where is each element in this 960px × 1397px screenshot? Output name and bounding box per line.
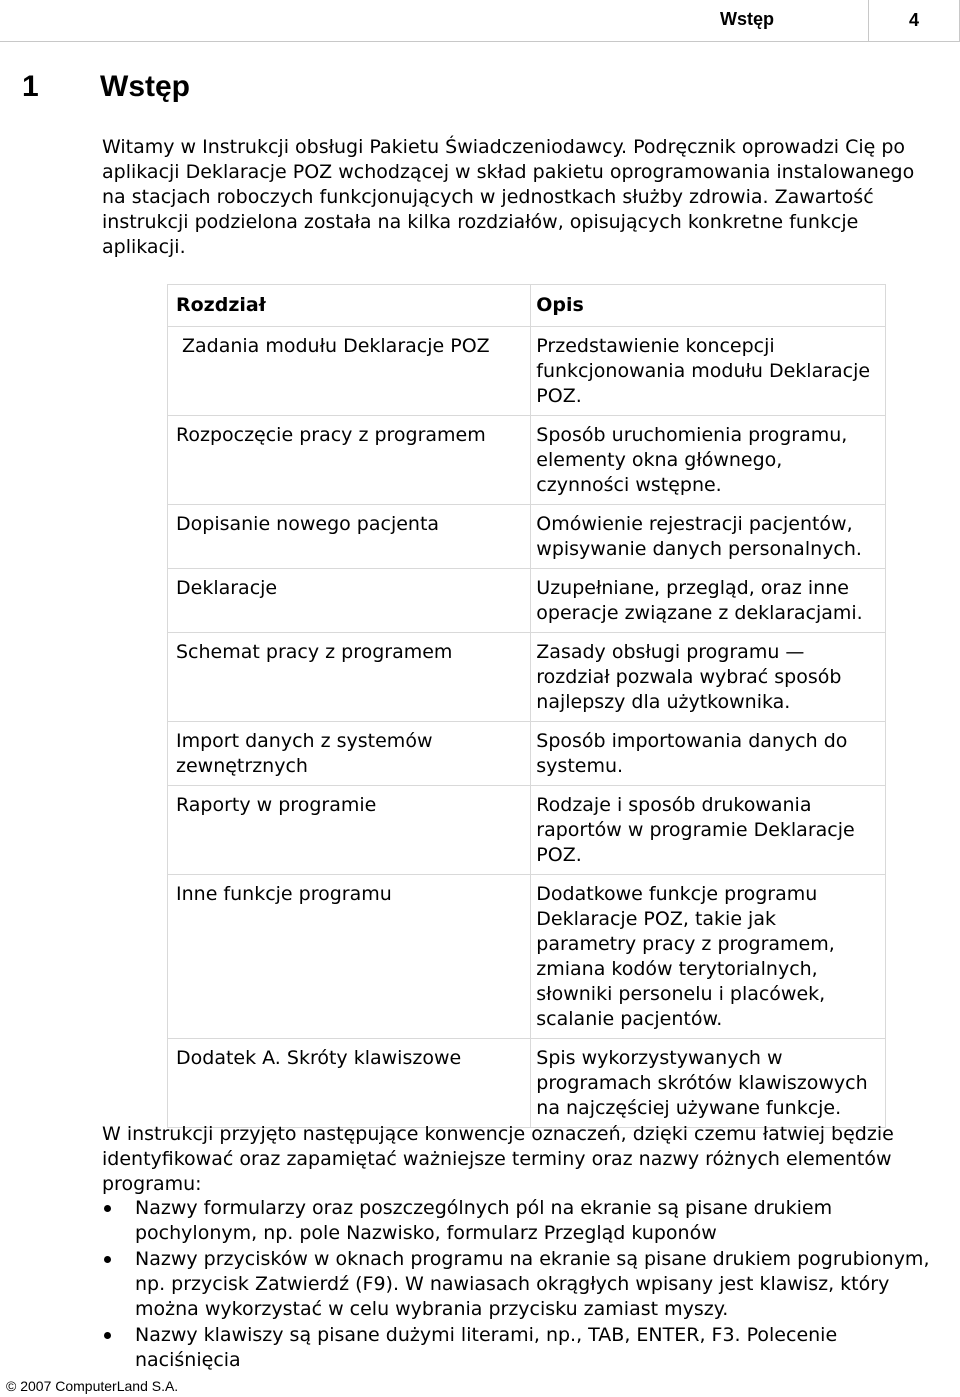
chapter-cell: Schemat pracy z programem xyxy=(168,633,531,722)
description-cell: Dodatkowe funkcje programu Deklaracje POZ, takie jak parametry pracy z programem, zmiana kodów terytorialnych, słowniki personelu i placówek, scalanie pacjentów. xyxy=(531,875,886,1039)
description-cell: Rodzaje i sposób drukowania raportów w programie Deklaracje POZ. xyxy=(531,786,886,875)
table-row xyxy=(168,875,886,1039)
chapters-table xyxy=(167,284,886,1128)
chapter-cell: Zadania modułu Deklaracje POZ xyxy=(168,327,531,416)
description-cell: Przedstawienie koncepcji funkcjonowania modułu Deklaracje POZ. xyxy=(531,327,886,416)
page-header xyxy=(0,0,870,42)
table-row xyxy=(168,1039,886,1128)
list-item xyxy=(102,1196,942,1246)
convention-text: Nazwy klawiszy są pisane dużymi literami, np., TAB, ENTER, F3. Polecenie naciśnięcia xyxy=(135,1324,838,1371)
convention-text: Nazwy przycisków w oknach programu na ekranie są pisane drukiem pogrubionym, np. przycisk Zatwierdź (F9). W nawiasach okrągłych wpisany jest klawisz, który można wykorzystać w celu wybrania przycisku zamiast myszy. xyxy=(135,1248,930,1320)
chapter-cell: Raporty w programie xyxy=(168,786,531,875)
chapter-cell: Inne funkcje programu xyxy=(168,875,531,1039)
chapter-title: Wstęp xyxy=(100,70,190,103)
column-header-chapter: Rozdział xyxy=(168,285,531,327)
page-number-box xyxy=(868,0,960,42)
description-cell: Uzupełniane, przegląd, oraz inne operacje związane z deklaracjami. xyxy=(531,569,886,633)
chapter-cell: Deklaracje xyxy=(168,569,531,633)
bullet-icon xyxy=(104,1332,111,1339)
list-item xyxy=(102,1247,942,1322)
description-cell: Zasady obsługi programu — rozdział pozwala wybrać sposób najlepszy dla użytkownika. xyxy=(531,633,886,722)
convention-text: Nazwy formularzy oraz poszczególnych pól na ekranie są pisane drukiem pochylonym, np. pole Nazwisko, formularz Przegląd kuponów xyxy=(135,1197,833,1244)
bullet-icon xyxy=(104,1205,111,1212)
table-row xyxy=(168,416,886,505)
table-row xyxy=(168,505,886,569)
chapter-number: 1 xyxy=(22,70,39,103)
header-title: Wstęp xyxy=(720,9,774,29)
table-row xyxy=(168,327,886,416)
description-cell: Sposób importowania danych do systemu. xyxy=(531,722,886,786)
conventions-intro: W instrukcji przyjęto następujące konwencje oznaczeń, dzięki czemu łatwiej będzie identyfikować oraz zapamiętać ważniejsze terminy oraz nazwy różnych elementów programu: xyxy=(102,1123,894,1195)
chapter-cell: Dopisanie nowego pacjenta xyxy=(168,505,531,569)
table-row xyxy=(168,569,886,633)
table-row xyxy=(168,786,886,875)
description-cell: Omówienie rejestracji pacjentów, wpisywanie danych personalnych. xyxy=(531,505,886,569)
description-cell: Sposób uruchomienia programu, elementy okna głównego, czynności wstępne. xyxy=(531,416,886,505)
description-cell: Spis wykorzystywanych w programach skrótów klawiszowych na najczęściej używane funkcje. xyxy=(531,1039,886,1128)
table-row xyxy=(168,722,886,786)
chapter-cell: Import danych z systemów zewnętrznych xyxy=(168,722,531,786)
chapter-cell: Rozpoczęcie pracy z programem xyxy=(168,416,531,505)
table-header-row xyxy=(168,285,886,327)
column-header-description: Opis xyxy=(531,285,886,327)
chapter-heading xyxy=(22,70,190,104)
intro-paragraph: Witamy w Instrukcji obsługi Pakietu Świadczeniodawcy. Podręcznik oprowadzi Cię po aplikacji Deklaracje POZ wchodzącej w skład pakietu oprogramowania instalowanego na stacjach roboczych funkcjonujących w jednostkach służby zdrowia. Zawartość instrukcji podzielona została na kilka rozdziałów, opisujących konkretne funkcje aplikacji. xyxy=(102,136,915,258)
table-row xyxy=(168,633,886,722)
list-item xyxy=(102,1323,942,1373)
bullet-icon xyxy=(104,1256,111,1263)
page-number: 4 xyxy=(908,10,919,30)
chapter-cell: Dodatek A. Skróty klawiszowe xyxy=(168,1039,531,1128)
footer-copyright: © 2007 ComputerLand S.A. xyxy=(6,1378,179,1394)
conventions-list xyxy=(102,1196,942,1374)
